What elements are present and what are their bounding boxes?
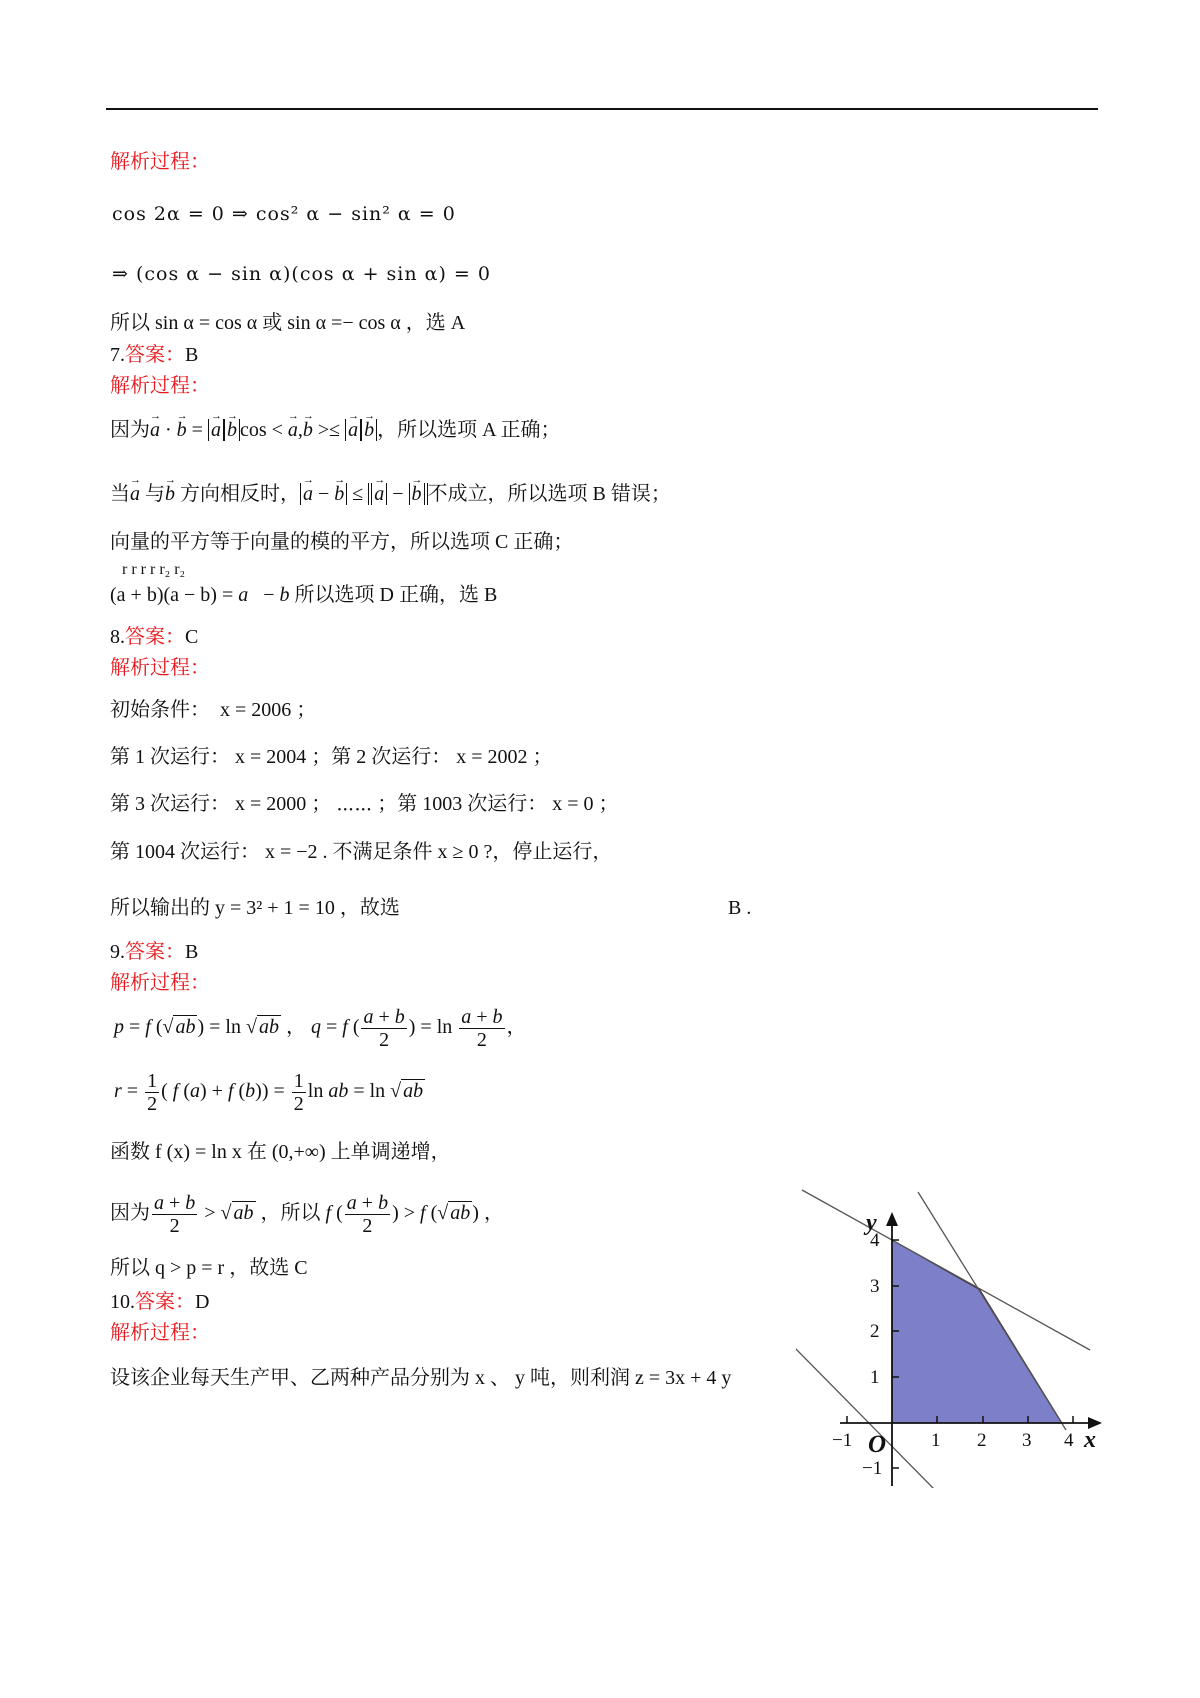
y-tick-neg1: −1 [862,1458,883,1479]
header-rule [106,108,1098,110]
y-tick-2: 2 [870,1321,880,1342]
feasible-region [892,1240,1062,1423]
q7-vector-marks: r r r r r₂ r₂ [122,561,186,578]
process-heading-10: 解析过程： [110,1322,210,1344]
q9-line-3: 函数 f (x) = ln x 在 (0,+∞) 上单调递增， [110,1141,451,1163]
q6-line-1: cos 2α = 0 ⇒ cos² α − sin² α = 0 [112,203,456,225]
q10-number: 10. [110,1291,135,1313]
y-axis-label: y [866,1210,877,1236]
q10-line-1: 设该企业每天生产甲、乙两种产品分别为 x 、 y 吨，则利润 z = 3x + 4 y [110,1367,732,1389]
q8-line-5: 所以输出的 y = 3² + 1 = 10 ，故选 [110,897,400,919]
q9-line-4: 因为 $\frac{a + b}{2}$ > √ ab ，所以 f ( $\frac{a + b}{2}$ ) > f (√ ab ) ， [110,1192,504,1237]
q8-line-4: 第 1004 次运行： x = −2 . 不满足条件 x ≥ 0 ?，停止运行， [110,841,613,863]
q10-answer-line [110,1290,209,1314]
x-tick-1: 1 [931,1430,941,1451]
process-heading-7: 解析过程： [110,375,210,397]
q8-line-1: 初始条件： x = 2006 ； [110,699,317,721]
q8-answer-line [110,625,198,649]
q7-number: 7. [110,344,125,366]
q9-line-2: r = $\frac{1}{2}$ ( f (a) + f (b)) = $\frac{1}{2}$ ln ab = ln √ ab [114,1070,424,1115]
x-tick-neg1: −1 [832,1430,853,1451]
y-tick-3: 3 [870,1276,880,1297]
x-tick-3: 3 [1022,1430,1032,1451]
q9-answer: B [185,941,199,963]
q9-line-1: p = f (√ ab ) = ln √ ab ， q = f ( $\frac{a + b}{2}$ ) = ln $\frac{a + b}{2}$ ， [114,1006,527,1051]
q8-number: 8. [110,626,125,648]
q8-line-5-choice: B . [728,897,752,919]
q8-answer: C [185,626,199,648]
x-tick-2: 2 [977,1430,987,1451]
q7-line-3: 向量的平方等于向量的模的平方，所以选项 C 正确； [110,531,574,553]
q7-answer: B [185,344,199,366]
q8-answer-label: 答案： [125,626,185,648]
q7-line-2: 当→ a 与→ b 方向相反时，→ a − → b ≤ → a − → b 不成立，所以选项 B 错误； [110,482,671,506]
q8-line-2: 第 1 次运行： x = 2004 ；第 2 次运行： x = 2002 ； [110,746,553,768]
x-axis-label: x [1084,1427,1096,1453]
q7-formula-2: → a − → b ≤ → a − → b [300,483,428,505]
q7-formula-1: → a · → b = → a→ b cos < → a,→ b >≤ → a→ b [150,419,377,441]
q9-number: 9. [110,941,125,963]
process-heading-6: 解析过程： [110,151,210,173]
q7-line-4: (a + b)(a − b) = a − b 所以选项 D 正确，选 B [110,584,498,606]
q6-line-3: 所以 sin α = cos α 或 sin α =− cos α ，选 A [110,312,466,334]
q7-line-1: 因为→ a · → b = → a→ b cos < → a,→ b >≤ → a→ b ，所以选项 A 正确； [110,418,561,442]
x-tick-4: 4 [1064,1430,1074,1451]
feasible-region-graph [796,1178,1116,1488]
q8-line-3: 第 3 次运行： x = 2000 ； ⋯⋯ ；第 1003 次运行： x = 0 ； [110,793,619,815]
q9-answer-label: 答案： [125,941,185,963]
y-tick-4: 4 [870,1230,880,1251]
q7-formula-4: (a + b)(a − b) = a − b [110,584,290,606]
process-heading-8: 解析过程： [110,657,210,679]
q9-line-5: 所以 q > p = r ，故选 C [110,1257,308,1279]
q7-answer-label: 答案： [125,344,185,366]
q9-answer-line [110,940,198,964]
y-tick-1: 1 [870,1367,880,1388]
process-heading-9: 解析过程： [110,972,210,994]
origin-label: O [868,1431,887,1458]
q6-line-2: ⇒ (cos α − sin α)(cos α + sin α) = 0 [112,263,491,285]
y-axis-arrow [886,1212,898,1226]
q7-answer-line [110,343,198,367]
q10-answer-label: 答案： [135,1291,195,1313]
q10-answer: D [195,1291,210,1313]
